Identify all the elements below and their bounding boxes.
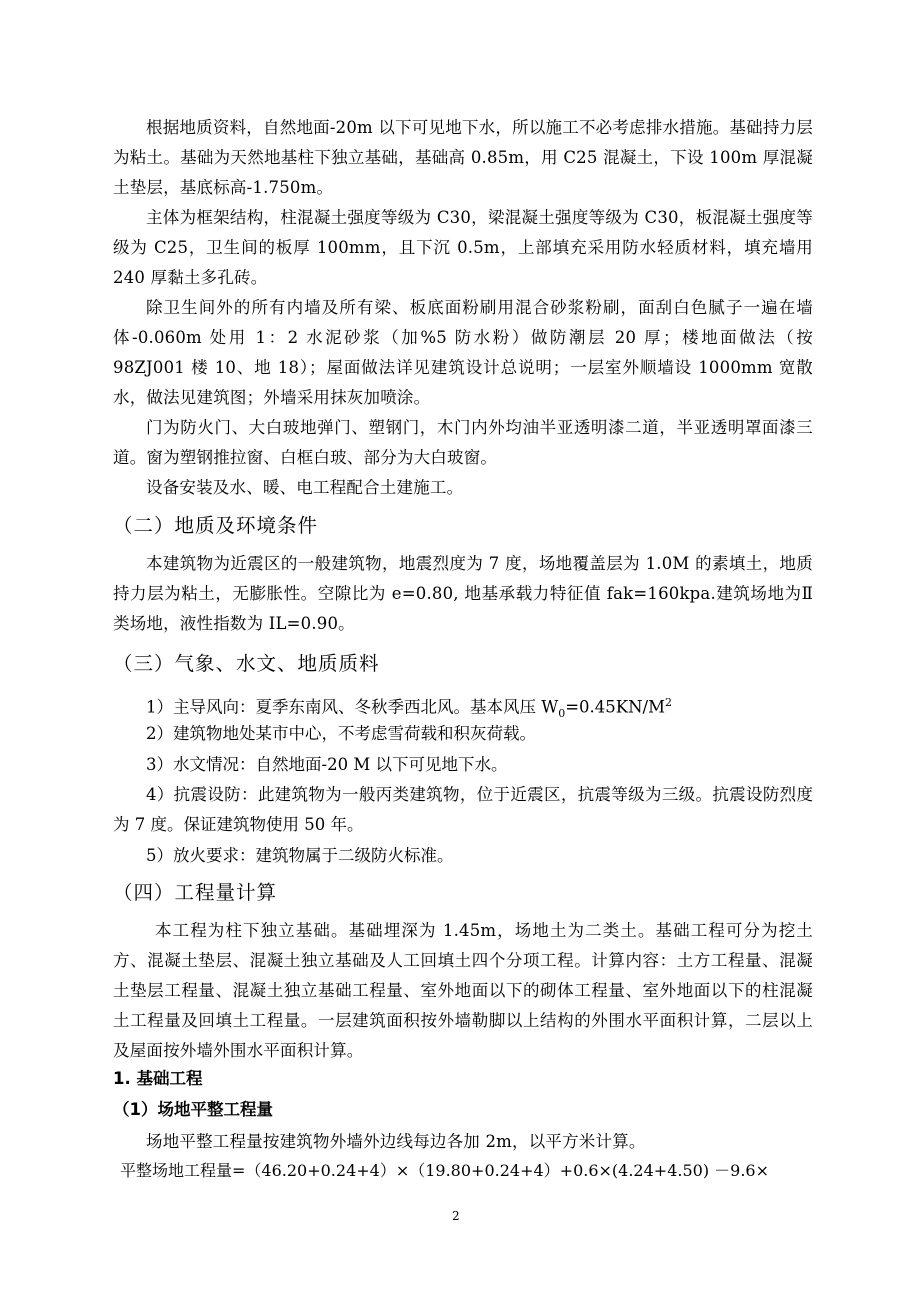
subheading-site-leveling: （1）场地平整工程量: [113, 1100, 273, 1119]
section-heading-geology: （二）地质及环境条件: [113, 514, 319, 537]
section-heading-meteorology: （三）气象、水文、地质质料: [113, 652, 380, 675]
list-item-fire: 5）放火要求：建筑物属于二级防火标准。: [146, 846, 454, 865]
wind-superscript: 2: [665, 696, 672, 709]
wind-text: 1）主导风向：夏季东南风、冬秋季西北风。基本风压 W: [146, 697, 559, 717]
list-item-hydrology: 3）水文情况：自然地面-20 M 以下可见地下水。: [146, 755, 508, 774]
paragraph-site-leveling: 场地平整工程量按建筑物外墙外边线每边各加 2m，以平方米计算。: [146, 1132, 646, 1151]
formula-site-leveling: 平整场地工程量=（46.20+0.24+4）×（19.80+0.24+4）+0.6×(4.24+4.50) －9.6×: [120, 1161, 769, 1180]
wind-subscript: 0: [558, 706, 566, 720]
paragraph-groundwater: 根据地质资料，自然地面-20m 以下可见地下水，所以施工不必考虑排水措施。基础持力层为粘土。基础为天然地基柱下独立基础，基础高 0.85m，用 C25 混凝土，下设 100m 厚混凝土垫层，基底标高-1.750m。: [113, 118, 813, 197]
section-heading-quantities: （四）工程量计算: [113, 881, 278, 904]
paragraph-geology: 本建筑物为近震区的一般建筑物，地震烈度为 7 度，场地覆盖层为 1.0M 的素填土，地质持力层为粘土，无膨胀性。空隙比为 e=0.80, 地基承载力特征值 fak=160kpa.建筑场地为Ⅱ类场地，液性指数为 IL=0.90。: [113, 554, 813, 633]
list-item-snow-load: 2）建筑物地处某市中心，不考虑雪荷载和积灰荷载。: [146, 724, 536, 743]
wind-value: =0.45KN/M: [565, 697, 665, 717]
paragraph-doors-windows: 门为防火门、大白玻地弹门、塑钢门，木门内外均油半亚透明漆二道，半亚透明罩面漆三道。窗为塑钢推拉窗、白框白玻、部分为大白玻窗。: [113, 418, 813, 467]
paragraph-equipment: 设备安装及水、暖、电工程配合土建施工。: [146, 478, 464, 497]
paragraph-quantities: 本工程为柱下独立基础。基础埋深为 1.45m，场地土为二类土。基础工程可分为挖土方、混凝土垫层、混凝土独立基础及人工回填土四个分项工程。计算内容：土方工程量、混凝土垫层工程量、混凝土独立基础工程量、室外地面以下的砌体工程量、室外地面以下的柱混凝土工程量及回填土工程量。一层建筑面积按外墙勒脚以上结构的外围水平面积计算，二层以上及屋面按外墙外围水平面积计算。: [113, 921, 813, 1060]
page-number: 2: [452, 1209, 460, 1223]
subheading-foundation: 1. 基础工程: [113, 1069, 203, 1088]
paragraph-finishing: 除卫生间外的所有内墙及所有梁、板底面粉刷用混合砂浆粉刷，面刮白色腻子一遍在墙体-0.060m 处用 1：2 水泥砂浆（加%5 防水粉）做防潮层 20 厚；楼地面做法（按 98ZJ001 楼 10、地 18）；屋面做法详见建筑设计总说明；一层室外顺墙设 1000mm 宽散水，做法见建筑图；外墙采用抹灰加喷涂。: [113, 298, 813, 407]
list-item-seismic: 4）抗震设防：此建筑物为一般丙类建筑物，位于近震区，抗震等级为三级。抗震设防烈度为 7 度。保证建筑物使用 50 年。: [113, 785, 813, 834]
paragraph-structure: 主体为框架结构，柱混凝土强度等级为 C30，梁混凝土强度等级为 C30，板混凝土强度等级为 C25，卫生间的板厚 100mm，且下沉 0.5m，上部填充采用防水轻质材料，填充墙用 240 厚黏土多孔砖。: [113, 208, 813, 287]
